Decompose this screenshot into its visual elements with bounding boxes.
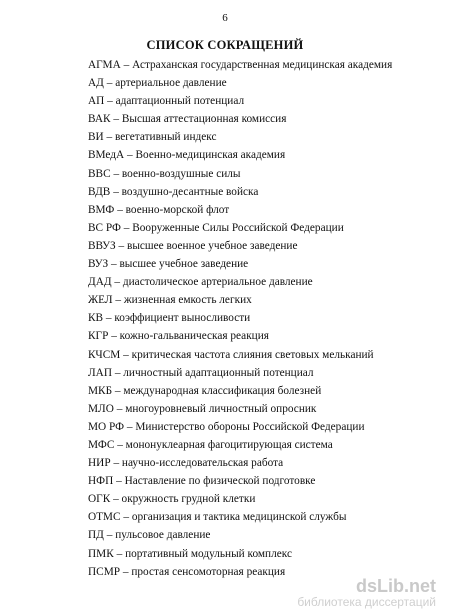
abbreviation: КЧСМ (88, 348, 121, 361)
abbreviation: АГМА (88, 59, 121, 71)
abbreviation: ВДВ (88, 185, 111, 198)
list-item (88, 110, 392, 128)
dash-separator: – (123, 348, 129, 361)
dash-separator: – (122, 565, 129, 578)
abbreviation: ЖЕЛ (88, 294, 113, 307)
abbreviation: НФП (88, 475, 114, 488)
list-item (88, 436, 392, 454)
definition: вегетативный индекс (115, 131, 217, 144)
list-item (88, 346, 392, 364)
dash-separator: – (114, 384, 121, 397)
abbreviation: МЛО (88, 402, 114, 415)
definition: артериальное давление (115, 77, 227, 90)
dash-separator: – (113, 185, 119, 198)
abbreviation: ВУЗ (88, 258, 109, 271)
dash-separator: – (115, 294, 122, 307)
dash-separator: – (110, 258, 117, 271)
abbreviation: ПМК (88, 547, 114, 560)
list-item (88, 273, 392, 291)
dash-separator: – (123, 59, 130, 71)
list-item (88, 454, 392, 472)
dash-separator: – (117, 438, 123, 451)
list-item (88, 165, 392, 183)
list-item (88, 255, 392, 273)
definition: пульсовое давление (115, 529, 211, 542)
abbreviation: ВИ (88, 131, 104, 144)
definition: окружность грудной клетки (121, 493, 256, 506)
dash-separator: – (126, 420, 133, 433)
list-item (88, 146, 392, 164)
list-item (88, 545, 392, 563)
abbreviation: АП (88, 95, 105, 108)
definition: воздушно-десантные войска (121, 185, 259, 198)
list-item (88, 74, 392, 92)
definition: высшее учебное заведение (119, 258, 249, 271)
abbreviation: ОГК (88, 493, 111, 506)
list-item (88, 291, 392, 309)
page-title: СПИСОК СОКРАЩЕНИЙ (146, 38, 304, 52)
abbreviation-list (88, 56, 392, 581)
definition: жизненная емкость легких (123, 294, 252, 307)
definition: военно-морской флот (125, 203, 230, 216)
dash-separator: – (113, 167, 120, 180)
abbreviation: КГР (88, 330, 109, 343)
dash-separator: – (116, 475, 122, 488)
list-item (88, 382, 392, 400)
list-item (88, 327, 392, 345)
abbreviation: ПСМР (88, 565, 121, 578)
list-item (88, 490, 392, 508)
abbreviation: ВМФ (88, 203, 115, 216)
dash-separator: – (118, 239, 125, 252)
definition: коэффициент выносливости (114, 312, 251, 325)
definition: военно-воздушные силы (121, 167, 241, 180)
page-number: 6 (222, 12, 228, 24)
definition: простая сенсомоторная реакция (131, 565, 286, 578)
definition: критическая частота слияния световых мельканий (131, 348, 374, 361)
list-item (88, 56, 392, 74)
dash-separator: – (113, 113, 120, 126)
dash-separator: – (116, 402, 123, 415)
abbreviation: КВ (88, 312, 104, 325)
abbreviation: НИР (88, 457, 111, 470)
definition: научно-исследовательская работа (121, 457, 284, 470)
dash-separator: – (106, 131, 113, 144)
definition: организация и тактика медицинской службы (131, 511, 347, 524)
abbreviation: ВВС (88, 167, 111, 180)
definition: личностный адаптационный потенциал (123, 366, 314, 379)
list-item (88, 400, 392, 418)
definition: международная классификация болезней (123, 384, 322, 397)
abbreviation: ВАК (88, 113, 111, 126)
dash-separator: – (106, 77, 113, 90)
definition: Высшая аттестационная комиссия (121, 113, 287, 126)
list-item (88, 508, 392, 526)
definition: Военно-медицинская академия (135, 149, 286, 162)
dash-separator: – (105, 312, 112, 325)
list-item (88, 364, 392, 382)
dash-separator: – (111, 330, 117, 343)
dash-separator: – (107, 95, 113, 108)
watermark (297, 577, 436, 609)
definition: Вооруженные Силы Российской Федерации (132, 221, 344, 234)
list-item (88, 526, 392, 544)
list-item (88, 309, 392, 327)
dash-separator: – (113, 493, 119, 506)
definition: Министерство обороны Российской Федерации (135, 420, 365, 433)
definition: Астраханская государственная медицинская академия (132, 59, 393, 71)
dash-separator: – (106, 529, 113, 542)
list-item (88, 92, 392, 110)
dash-separator: – (116, 547, 123, 560)
dash-separator: – (114, 276, 121, 289)
watermark-subtitle: библиотека диссертаций (297, 595, 436, 609)
abbreviation: ПД (88, 529, 104, 542)
abbreviation: ВМедА (88, 149, 125, 162)
list-item (88, 183, 392, 201)
dash-separator: – (114, 366, 121, 379)
dash-separator: – (113, 457, 120, 470)
abbreviation: МФС (88, 438, 115, 451)
definition: портативный модульный комплекс (125, 547, 292, 560)
definition: адаптационный потенциал (115, 95, 245, 108)
list-item (88, 128, 392, 146)
abbreviation: МО РФ (88, 420, 125, 433)
dash-separator: – (123, 221, 130, 234)
abbreviation: ЛАП (88, 366, 112, 379)
definition: многоуровневый личностный опросник (125, 402, 317, 415)
definition: высшее военное учебное заведение (126, 239, 298, 252)
abbreviation: АД (88, 77, 104, 90)
definition: кожно-гальваническая реакция (119, 330, 269, 343)
definition: мононуклеарная фагоцитирующая система (125, 438, 333, 451)
dash-separator: – (117, 203, 123, 216)
list-item (88, 472, 392, 490)
dash-separator: – (123, 511, 129, 524)
abbreviation: ДАД (88, 276, 112, 289)
abbreviation: ОТМС (88, 511, 121, 524)
abbreviation: МКБ (88, 384, 113, 397)
list-item (88, 237, 392, 255)
abbreviation: ВВУЗ (88, 239, 116, 252)
list-item (88, 418, 392, 436)
watermark-logo: dsLib.net (356, 576, 436, 596)
list-item (88, 219, 392, 237)
abbreviation: ВС РФ (88, 221, 121, 234)
dash-separator: – (127, 149, 133, 162)
definition: Наставление по физической подготовке (124, 475, 316, 488)
definition: диастолическое артериальное давление (122, 276, 313, 289)
list-item (88, 201, 392, 219)
